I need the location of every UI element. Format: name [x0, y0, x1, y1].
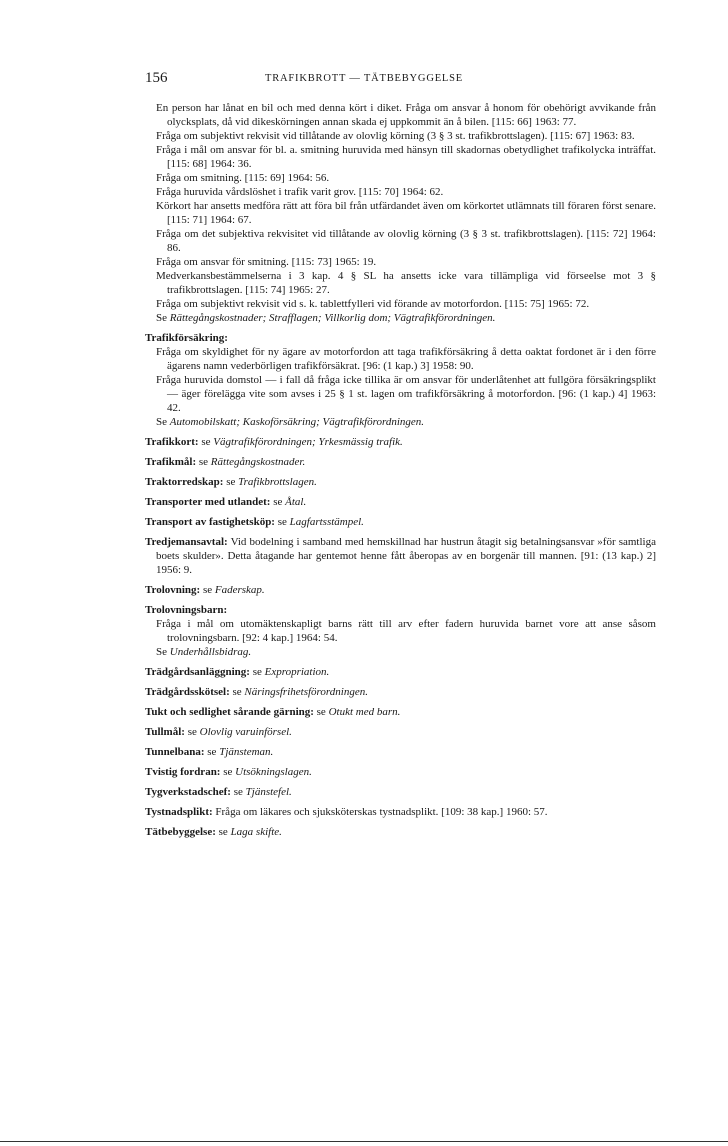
entry-text: se	[233, 786, 243, 798]
list-item: Fråga om skyldighet för ny ägare av motorfordon att taga trafikförsäkring å detta oaktat fordonet är i den förre ägarens namn vederbörligen trafikförsäkrat. [96: (1 kap.) 3] 1958: 90.	[156, 346, 656, 372]
list-item: Fråga om ansvar för smitning. [115: 73] 1965: 19.	[156, 256, 377, 268]
see-reference: Lagfartsstämpel.	[289, 516, 364, 528]
see-reference: Utsökningslagen.	[235, 766, 312, 778]
entry-tvistig-fordran	[145, 765, 656, 779]
entry-tygverkstadschef	[145, 785, 656, 799]
entry-head: Tygverkstadschef:	[145, 786, 231, 798]
entry-text: se	[223, 766, 233, 778]
entry-trafikkort	[145, 435, 656, 449]
entry-tystnadsplikt	[145, 805, 656, 819]
see-reference: Automobilskatt; Kaskoförsäkring; Vägtrafikförordningen.	[169, 416, 425, 428]
list-item: Körkort har ansetts medföra rätt att föra bil från utfärdandet även om körkortet utlämnats till föraren först senare. [115: 71] 1964: 67.	[156, 200, 656, 226]
see-reference: Olovlig varuinförsel.	[199, 726, 292, 738]
list-item: Fråga om det subjektiva rekvisitet vid tillåtande av olovlig körning (3 § 3 st. trafikbrottslagen). [115: 72] 1964: 86.	[156, 228, 656, 254]
see-reference: Tjänstefel.	[245, 786, 292, 798]
entry-tatbebyggelse	[145, 825, 656, 839]
list-item: Fråga huruvida domstol — i fall då fråga icke tillika är om ansvar för underlåtenhet att fullgöra försäkringsplikt — äger förelägga vite som avses i 25 § 1 st. lagen om trafikförsäkring å motorfordon. [96: (1 kap.) 4] 1963: 42.	[156, 374, 656, 414]
entry-text: se	[316, 706, 326, 718]
entry-head: Trafikkort:	[145, 436, 199, 448]
entry-tredjemansavtal	[145, 535, 656, 577]
page-number: 156	[145, 70, 168, 86]
see-reference: Åtal.	[285, 496, 307, 508]
entry-transporter-med-utlandet	[145, 495, 656, 509]
entry-text: se	[273, 496, 283, 508]
entry-head: Tredjemansavtal:	[145, 536, 228, 548]
entry-head: Traktorredskap:	[145, 476, 224, 488]
see-reference: Trafikbrottslagen.	[238, 476, 317, 488]
entry-head: Trolovning:	[145, 584, 201, 596]
entry-text: se	[202, 584, 213, 596]
see-reference: Laga skifte.	[230, 826, 282, 838]
entry-text: se	[226, 476, 236, 488]
entry-traktorredskap	[145, 475, 656, 489]
entry-tullmal	[145, 725, 656, 739]
see-prefix: Se	[156, 416, 167, 428]
page-bottom-edge	[0, 1141, 728, 1142]
entry-head: Transport av fastighetsköp:	[145, 516, 275, 528]
entry-text: se	[198, 456, 209, 468]
entry-transport-av-fastighetskop	[145, 515, 656, 529]
entry-head: Trafikmål:	[145, 456, 197, 468]
see-reference: Tjänsteman.	[219, 746, 274, 758]
entry-tunnelbana	[145, 745, 656, 759]
entry-text: se	[187, 726, 197, 738]
see-prefix: Se	[156, 646, 167, 658]
entry-head: Transporter med utlandet:	[145, 496, 271, 508]
entry-tukt-och-sedlighet	[145, 705, 656, 719]
see-also	[145, 415, 656, 429]
see-reference: Expropriation.	[264, 666, 330, 678]
see-reference: Faderskap.	[214, 584, 265, 596]
entry-text: se	[277, 516, 287, 528]
entry-trolovningsbarn	[145, 603, 656, 659]
entry-head: Tystnadsplikt:	[145, 806, 213, 818]
entry-text: se	[232, 686, 242, 698]
entry-text: se	[201, 436, 211, 448]
see-prefix: Se	[156, 312, 167, 324]
entry-text: se	[252, 666, 262, 678]
list-item: Fråga huruvida vårdslöshet i trafik varit grov. [115: 70] 1964: 62.	[156, 186, 444, 198]
list-item: Fråga i mål om ansvar för bl. a. smitning huruvida med hänsyn till skadornas obetydlighet trafikolycka inträffat. [115: 68] 1964: 36.	[156, 144, 656, 170]
list-item: Medverkansbestämmelserna i 3 kap. 4 § SL ha ansetts icke vara tillämpliga vid förseelse mot 3 § trafikbrottslagen. [115: 74] 1965: 27.	[156, 270, 656, 296]
entry-head: Trädgårdsanläggning:	[145, 666, 250, 678]
entry-head: Tukt och sedlighet sårande gärning:	[145, 706, 314, 718]
see-reference: Rättegångskostnader.	[210, 456, 306, 468]
continued-entry-group	[145, 101, 656, 325]
entry-text: Fråga om läkares och sjuksköterskas tystnadsplikt. [109: 38 kap.] 1960: 57.	[215, 806, 548, 818]
entry-text: Vid bodelning i samband med hemskillnad har hustrun åtagit sig betalningsansvar »för samtliga boets skulder». Detta åtagande har gentemot henne fått åberopas av en borgenär till mannen. [91: (13 kap.) 2] 1956: 9.	[156, 536, 656, 576]
see-also	[145, 645, 656, 659]
index-content	[145, 101, 656, 845]
entry-text: se	[207, 746, 217, 758]
entry-head: Trolovningsbarn:	[145, 604, 228, 616]
see-reference: Vägtrafikförordningen; Yrkesmässig trafik.	[213, 436, 403, 448]
entry-head: Tunnelbana:	[145, 746, 205, 758]
running-head: TRAFIKBROTT — TÄTBEBYGGELSE	[265, 73, 463, 84]
list-item: Fråga om subjektivt rekvisit vid tillåtande av olovlig körning (3 § 3 st. trafikbrottslagen). [115: 67] 1963: 83.	[156, 130, 635, 142]
see-reference: Otukt med barn.	[328, 706, 401, 718]
entry-head: Tullmål:	[145, 726, 185, 738]
entry-trafikforsakring	[145, 331, 656, 429]
entry-head: Tvistig fordran:	[145, 766, 221, 778]
entry-head: Trädgårdsskötsel:	[145, 686, 230, 698]
entry-trafikmal	[145, 455, 656, 469]
entry-tradgardsanlaggning	[145, 665, 656, 679]
entry-trolovning	[145, 583, 656, 597]
list-item: Fråga om subjektivt rekvisit vid s. k. tablettfylleri vid förande av motorfordon. [115: 75] 1965: 72.	[156, 298, 590, 310]
entry-text: se	[218, 826, 228, 838]
see-reference: Näringsfrihetsförordningen.	[244, 686, 368, 698]
entry-tradgardsskotsel	[145, 685, 656, 699]
entry-head: Trafikförsäkring:	[145, 332, 228, 344]
see-reference: Underhållsbidrag.	[169, 646, 252, 658]
list-item: Fråga i mål om utomäktenskapligt barns rätt till arv efter fadern huruvida barnet vore att anse såsom trolovningsbarn. [92: 4 kap.] 1964: 54.	[156, 618, 656, 644]
see-also	[145, 311, 656, 325]
see-reference: Rättegångskostnader; Strafflagen; Villkorlig dom; Vägtrafikförordningen.	[169, 312, 496, 324]
entry-head: Tätbebyggelse:	[145, 826, 216, 838]
list-item: Fråga om smitning. [115: 69] 1964: 56.	[156, 172, 330, 184]
list-item: En person har lånat en bil och med denna kört i diket. Fråga om ansvar å honom för obehörigt avvikande från olycksplats, då vid dikeskörningen annan skada ej uppkommit än å bilen. [115: 66] 1963: 77.	[156, 102, 656, 128]
